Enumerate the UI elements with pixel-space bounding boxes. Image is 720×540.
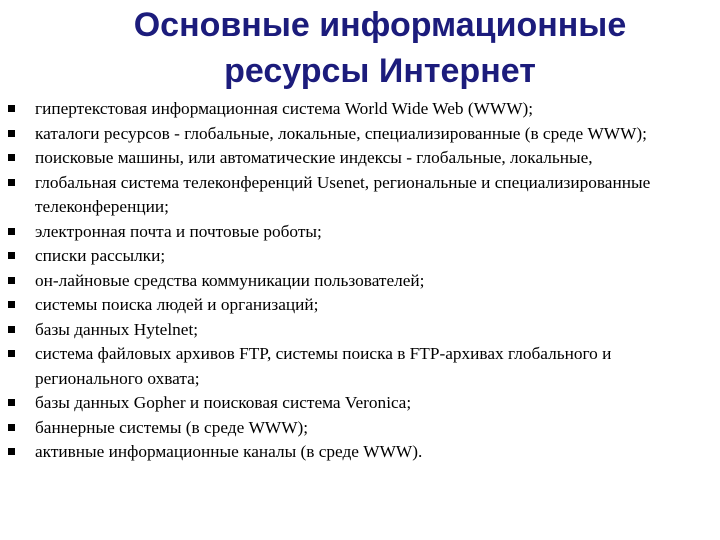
- list-item: [0, 146, 720, 171]
- list-item: [0, 122, 720, 147]
- list-item-text: он-лайновые средства коммуникации пользователей;: [35, 270, 425, 290]
- list-item-text: глобальная система телеконференций Usenet, региональные и специализированные телеконференции;: [35, 172, 651, 216]
- square-bullet-icon: [8, 301, 15, 308]
- square-bullet-icon: [8, 228, 15, 235]
- list-item-text: базы данных Hytelnet;: [35, 319, 199, 339]
- list-item: [0, 342, 720, 391]
- square-bullet-icon: [8, 105, 15, 112]
- list-item-text: баннерные системы (в среде WWW);: [35, 417, 309, 437]
- square-bullet-icon: [8, 130, 15, 137]
- square-bullet-icon: [8, 350, 15, 357]
- square-bullet-icon: [8, 399, 15, 406]
- list-item-text: базы данных Gopher и поисковая система Veronica;: [35, 393, 412, 412]
- list-item-text: списки рассылки;: [35, 246, 166, 265]
- list-item: [0, 244, 720, 269]
- list-item: [0, 440, 720, 465]
- list-item-text: электронная почта и почтовые роботы;: [35, 221, 322, 241]
- square-bullet-icon: [8, 252, 15, 259]
- square-bullet-icon: [8, 277, 15, 284]
- list-item-text: системы поиска людей и организаций;: [35, 295, 319, 314]
- list-item: [0, 416, 720, 441]
- square-bullet-icon: [8, 326, 15, 333]
- list-item: [0, 318, 720, 343]
- list-item-text: поисковые машины, или автоматические индексы - глобальные, локальные,: [35, 148, 593, 167]
- square-bullet-icon: [8, 179, 15, 186]
- list-item-text: система файловых архивов FTP, системы поиска в FTP-архивах глобального и регионального охвата;: [35, 344, 612, 388]
- square-bullet-icon: [8, 424, 15, 431]
- bullet-list: [0, 97, 720, 465]
- slide-title: Основные информационные ресурсы Интернет: [133, 6, 627, 90]
- list-item-text: гипертекстовая информационная система World Wide Web (WWW);: [35, 99, 534, 118]
- list-item-text: каталоги ресурсов - глобальные, локальные, специализированные (в среде WWW);: [35, 123, 647, 143]
- list-item: [0, 293, 720, 318]
- square-bullet-icon: [8, 154, 15, 161]
- list-item: [0, 171, 720, 220]
- list-item: [0, 97, 720, 122]
- square-bullet-icon: [8, 448, 15, 455]
- list-item: [0, 269, 720, 294]
- list-item-text: активные информационные каналы (в среде WWW).: [35, 442, 423, 461]
- list-item: [0, 391, 720, 416]
- list-item: [0, 220, 720, 245]
